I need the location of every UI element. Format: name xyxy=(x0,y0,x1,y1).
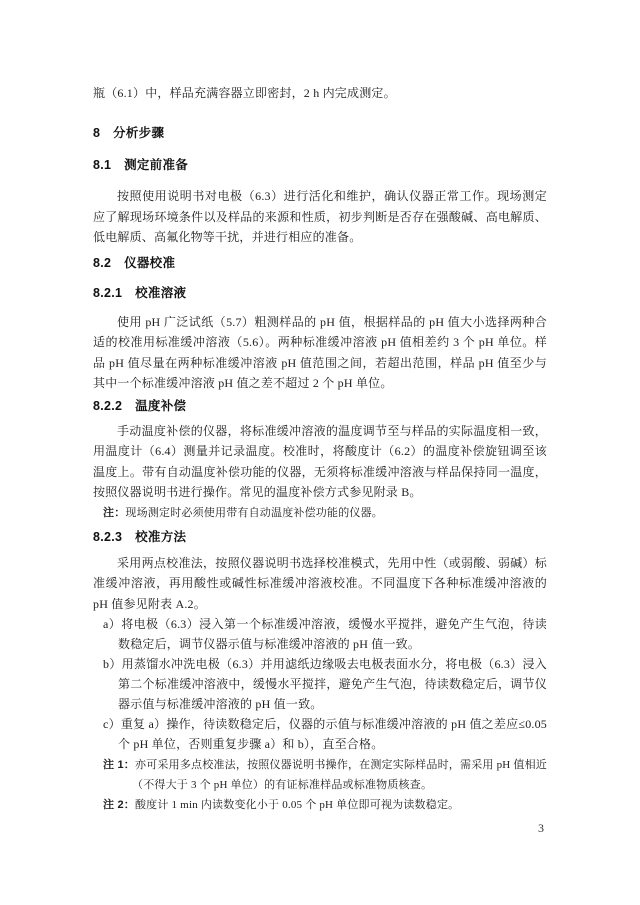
section-heading-8-2-1: 8.2.1 校准溶液 xyxy=(93,285,187,300)
calibration-step-list xyxy=(93,614,547,754)
notes-group xyxy=(93,755,547,815)
continuation-paragraph: 瓶（6.1）中，样品充满容器立即密封，2 h 内完成测定。 xyxy=(93,86,396,100)
note-text: 现场测定时必须使用带有自动温度补偿功能的仪器。 xyxy=(125,506,384,519)
note-8-2-2 xyxy=(93,503,547,523)
section-heading-8-2-2: 8.2.2 温度补偿 xyxy=(93,398,187,413)
document-content xyxy=(93,83,547,815)
list-item-a xyxy=(93,614,547,654)
section-heading-8-1: 8.1 测定前准备 xyxy=(93,158,189,172)
list-marker-a: a） xyxy=(103,617,122,631)
list-item-c xyxy=(93,714,547,754)
note-1-label: 注 1： xyxy=(103,759,136,771)
chapter-heading-8: 8 分析步骤 xyxy=(93,126,165,140)
list-marker-c: c） xyxy=(103,717,121,731)
paragraph-8-2-1: 使用 pH 广泛试纸（5.7）粗测样品的 pH 值，根据样品的 pH 值大小选择两种合适的校准用标准缓冲溶液（5.6）。两种标准缓冲溶液 pH 值相差约 3 个 pH 单位。样品 pH 值尽量在两种标准缓冲溶液 pH 值范围之间，若超出范围，样品 pH 值至少与其中一个标准缓冲溶液 pH 值之差不超过 2 个 pH 单位。 xyxy=(93,314,547,390)
note-1 xyxy=(93,755,547,795)
page-number: 3 xyxy=(538,821,544,835)
note-label: 注： xyxy=(103,506,126,519)
list-text-c: 重复 a）操作，待读数稳定后，仪器的示值与标准缓冲溶液的 pH 值之差应≤0.05 个 pH 单位，否则重复步骤 a）和 b），直至合格。 xyxy=(118,717,547,751)
list-text-a: 将电极（6.3）浸入第一个标准缓冲溶液，缓慢水平搅拌，避免产生气泡，待读数稳定后，调节仪器示值与标准缓冲溶液的 pH 值一致。 xyxy=(118,617,547,651)
list-marker-b: b） xyxy=(103,657,122,671)
note-2 xyxy=(93,795,547,815)
paragraph-8-2-3: 采用两点校准法，按照仪器说明书选择校准模式，先用中性（或弱酸、弱碱）标准缓冲溶液，再用酸性或碱性标准缓冲溶液校准。不同温度下各种标准缓冲溶液的 pH 值参见附表 A.2。 xyxy=(93,555,547,611)
section-heading-8-2: 8.2 仪器校准 xyxy=(93,255,176,270)
section-heading-8-2-3: 8.2.3 校准方法 xyxy=(93,529,187,544)
note-2-text: 酸度计 1 min 内读数变化小于 0.05 个 pH 单位即可视为读数稳定。 xyxy=(134,799,460,811)
note-2-label: 注 2： xyxy=(103,799,135,811)
list-text-b: 用蒸馏水冲洗电极（6.3）并用滤纸边缘吸去电极表面水分，将电极（6.3）浸入第二个标准缓冲溶液中，缓慢水平搅拌，避免产生气泡，待读数稳定后，调节仪器示值与标准缓冲溶液的 pH 值一致。 xyxy=(118,657,548,711)
note-1-text: 亦可采用多点校准法，按照仪器说明书操作，在测定实际样品时，需采用 pH 值相近（不得大于 3 个 pH 单位）的有证标准样品或标准物质核查。 xyxy=(132,759,547,791)
paragraph-8-1: 按照使用说明书对电极（6.3）进行活化和维护，确认仪器正常工作。现场测定应了解现场环境条件以及样品的来源和性质，初步判断是否存在强酸碱、高电解质、低电解质、高氟化物等干扰，并进行相应的准备。 xyxy=(93,189,547,244)
paragraph-8-2-2: 手动温度补偿的仪器，将标准缓冲溶液的温度调节至与样品的实际温度相一致，用温度计（6.4）测量并记录温度。校准时，将酸度计（6.2）的温度补偿旋钮调至该温度上。带有自动温度补偿功能的仪器，无须将标准缓冲溶液与样品保持同一温度，按照仪器说明书进行操作。常见的温度补偿方式参见附录 B。 xyxy=(93,423,547,499)
list-item-b xyxy=(93,654,547,714)
